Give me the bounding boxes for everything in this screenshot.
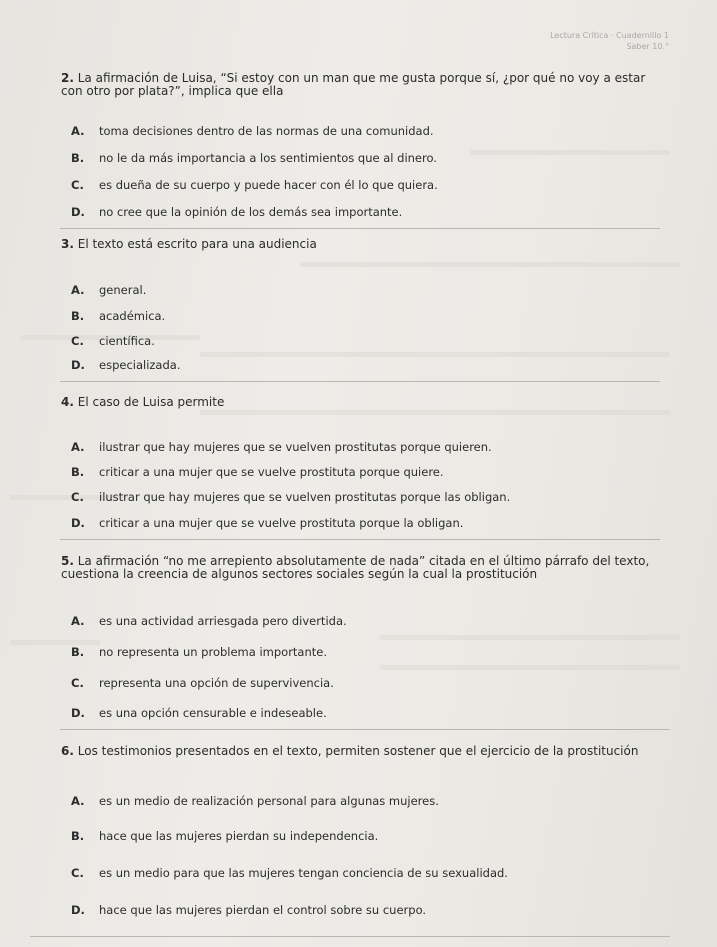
question-text: El texto está escrito para una audiencia [77, 237, 317, 251]
show-through-mark [200, 410, 670, 415]
option-4c[interactable]: C. ilustrar que hay mujeres que se vuelven prostitutas porque las obligan. [71, 490, 511, 504]
question-2-prompt [61, 72, 661, 98]
option-2a[interactable]: A. toma decisiones dentro de las normas de una comunidad. [71, 124, 434, 138]
question-text: Los testimonios presentados en el texto, permiten sostener que el ejercicio de la prostitución [77, 744, 639, 758]
divider [60, 729, 670, 730]
show-through-mark [200, 352, 670, 357]
divider [60, 539, 660, 540]
option-6d[interactable]: D. hace que las mujeres pierdan el control sobre su cuerpo. [71, 903, 427, 917]
option-5c[interactable]: C. representa una opción de supervivencia. [71, 676, 334, 690]
header-title: Lectura Crítica · Cuadernillo 1 [550, 31, 669, 40]
option-2b[interactable]: B. no le da más importancia a los sentimientos que al dinero. [71, 151, 437, 165]
question-text: El caso de Luisa permite [77, 395, 225, 409]
option-6a[interactable]: A. es un medio de realización personal para algunas mujeres. [71, 794, 439, 808]
show-through-mark [380, 635, 680, 640]
option-3a[interactable]: A. general. [71, 283, 147, 297]
divider [60, 228, 660, 229]
option-4a[interactable]: A. ilustrar que hay mujeres que se vuelven prostitutas porque quieren. [71, 440, 492, 454]
option-4d[interactable]: D. criticar a una mujer que se vuelve prostituta porque la obligan. [71, 516, 464, 530]
option-2c[interactable]: C. es dueña de su cuerpo y puede hacer con él lo que quiera. [71, 178, 438, 192]
option-3c[interactable]: C. científica. [71, 334, 155, 348]
question-number: 5. [61, 554, 74, 568]
header-subtitle: Saber 10.° [626, 42, 669, 51]
option-2d[interactable]: D. no cree que la opinión de los demás sea importante. [71, 205, 403, 219]
divider [30, 936, 670, 937]
option-5d[interactable]: D. es una opción censurable e indeseable. [71, 706, 327, 720]
show-through-mark [300, 262, 680, 267]
question-text: La afirmación de Luisa, “Si estoy con un man que me gusta porque sí, ¿por qué no voy a estar con otro por plata?”, implica que ella [61, 71, 646, 98]
option-6c[interactable]: C. es un medio para que las mujeres tengan conciencia de su sexualidad. [71, 866, 508, 880]
page-header [550, 30, 669, 52]
question-number: 3. [61, 237, 74, 251]
option-5a[interactable]: A. es una actividad arriesgada pero divertida. [71, 614, 347, 628]
show-through-mark [470, 150, 670, 155]
option-4b[interactable]: B. criticar a una mujer que se vuelve prostituta porque quiere. [71, 465, 444, 479]
divider [60, 381, 660, 382]
option-3d[interactable]: D. especializada. [71, 358, 181, 372]
option-5b[interactable]: B. no representa un problema importante. [71, 645, 328, 659]
option-6b[interactable]: B. hace que las mujeres pierdan su independencia. [71, 829, 379, 843]
question-text: La afirmación “no me arrepiento absolutamente de nada” citada en el último párrafo del texto, cuestiona la creencia de algunos sectores sociales según la cual la prostitución [61, 554, 650, 581]
question-4-prompt [61, 396, 661, 409]
show-through-mark [380, 665, 680, 670]
option-3b[interactable]: B. académica. [71, 309, 166, 323]
question-6-prompt [61, 745, 671, 758]
question-number: 2. [61, 71, 74, 85]
question-3-prompt [61, 238, 661, 251]
question-5-prompt [61, 555, 661, 581]
question-number: 6. [61, 744, 74, 758]
question-number: 4. [61, 395, 74, 409]
